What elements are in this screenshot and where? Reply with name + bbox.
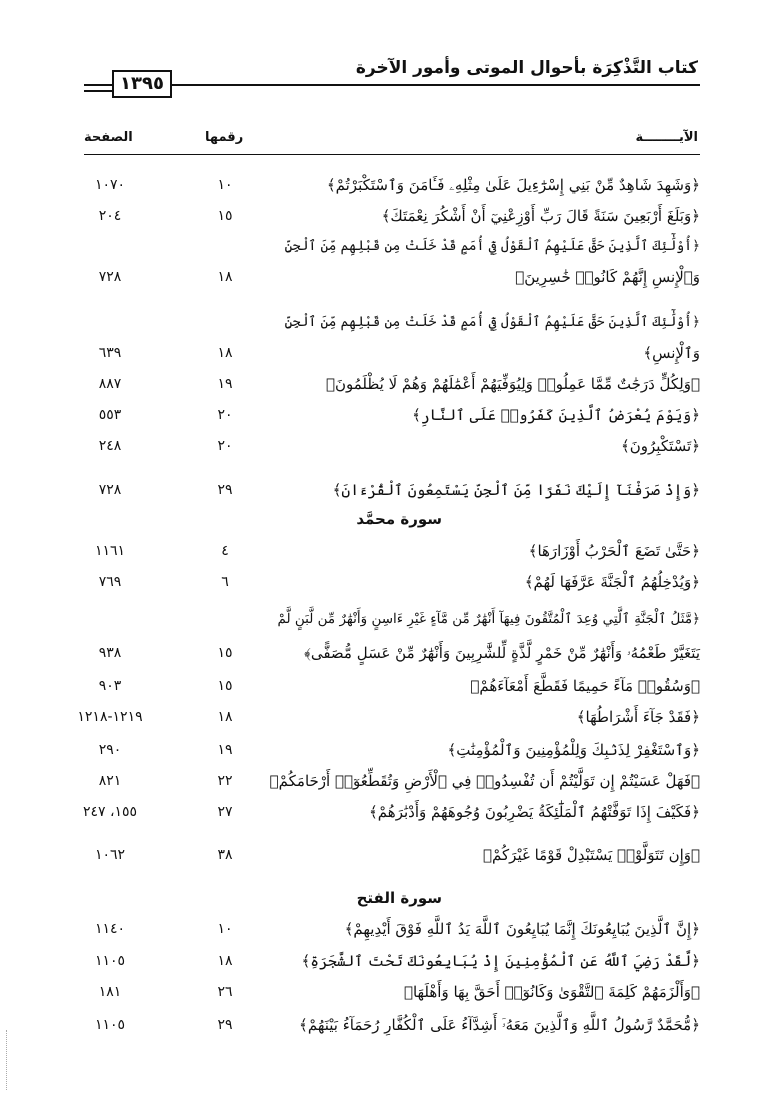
verse-number: ٤: [221, 543, 229, 559]
table-row: [0, 946, 762, 976]
table-row: [0, 475, 762, 505]
page-reference: ٢٠٤: [98, 208, 122, 224]
table-row: [0, 400, 762, 430]
verse-number: ١٥: [217, 645, 233, 661]
verse-text: وَٱلْإِنسِ﴾: [643, 344, 700, 362]
column-header-number: رقمها: [205, 130, 244, 145]
book-title: كتاب التَّذْكِرَة بأحوال الموتى وأمور الآخرة: [355, 58, 698, 78]
verse-text: ﴿حَتَّىٰ تَضَعَ ٱلْحَرْبُ أَوْزَارَهَا﴾: [528, 542, 700, 560]
verse-number: ١٨: [217, 269, 233, 285]
verse-number: ١٩: [217, 742, 233, 758]
table-row: [0, 840, 762, 870]
verse-number: ٢٠: [217, 407, 233, 423]
verse-number: ٢٧: [217, 804, 233, 820]
verse-text: ﴿وَيَوْمَ يُعْرَضُ ٱلَّذِينَ كَفَرُوا۟ عَلَى ٱلنَّارِ﴾: [412, 406, 700, 424]
page-reference: ١٠٦٢: [94, 847, 126, 863]
page-reference: ٧٦٩: [98, 574, 122, 590]
table-row: [0, 1010, 762, 1040]
verse-text: ﴿وَسُقُوا۟ مَآءً حَمِيمًا فَقَطَّعَ أَمْعَآءَهُمْ﴾: [470, 677, 700, 695]
table-row: [0, 307, 762, 337]
verse-text: ﴿وَشَهِدَ شَاهِدٌ مِّنْ بَنِي إِسْرَٰٓءِيلَ عَلَىٰ مِثْلِهِۦ فَـَٔامَنَ وَٱسْتَكْبَرْتُمْ﴾: [326, 176, 700, 194]
verse-number: ١٨: [217, 345, 233, 361]
verse-number: ١٠: [217, 177, 233, 193]
page-reference: ١٢١٩-١٢١٨: [77, 709, 143, 725]
scan-edge-marks: [6, 1030, 13, 1090]
table-row: [0, 766, 762, 796]
verse-text: ﴿وَأَلْزَمَهُمْ كَلِمَةَ ٱلتَّقْوَىٰ وَكَانُوٓا۟ أَحَقَّ بِهَا وَأَهْلَهَا﴾: [403, 983, 700, 1001]
page-reference: ٨٨٧: [98, 376, 122, 392]
header-rule-left: [84, 84, 114, 86]
table-row: [0, 671, 762, 701]
page-reference: ١١٤٠: [94, 921, 126, 937]
verse-text: يَتَغَيَّرْ طَعْمُهُۥ وَأَنْهَٰرٌ مِّنْ خَمْرٍ لَّذَّةٍ لِّلشَّٰرِبِينَ وَأَنْهَٰرٌ مِّنْ عَسَلٍ مُّصَفًّى﴾: [304, 644, 700, 662]
verse-number: ١٨: [217, 953, 233, 969]
verse-number: ٢٠: [217, 438, 233, 454]
page-reference: ٧٢٨: [98, 269, 122, 285]
table-row: [0, 735, 762, 765]
verse-number: ٢٦: [217, 984, 233, 1000]
page-reference: ١٥٥، ٢٤٧: [82, 804, 138, 820]
table-row: [0, 231, 762, 261]
table-row: [0, 170, 762, 200]
page-reference: ١١٠٥: [94, 953, 126, 969]
verse-text: ﴿فَقَدْ جَآءَ أَشْرَاطُهَا﴾: [576, 708, 700, 726]
verse-text: ﴿فَهَلْ عَسَيْتُمْ إِن تَوَلَّيْتُمْ أَن تُفْسِدُوا۟ فِي ٱلْأَرْضِ وَتُقَطِّعُوٓا۟ أَرْحَامَكُمْ﴾: [269, 772, 700, 790]
verse-number: ١٨: [217, 709, 233, 725]
verse-text: ﴿أُوْلَٰٓئِكَ ٱلَّذِينَ حَقَّ عَلَيْهِمُ ٱلْقَوْلُ فِيٓ أُمَمٍ قَدْ خَلَتْ مِن قَبْلِهِم مِّنَ ٱلْجِنِّ: [284, 314, 700, 330]
table-row: [0, 977, 762, 1007]
column-header-page: الصفحة: [84, 130, 133, 145]
verse-text: ﴿وَٱسْتَغْفِرْ لِذَنۢبِكَ وَلِلْمُؤْمِنِينَ وَٱلْمُؤْمِنَٰتِ﴾: [447, 741, 700, 759]
verse-text: وَٱلْإِنسِ إِنَّهُمْ كَانُوا۟ خَٰسِرِينَ﴾: [515, 268, 700, 286]
page-reference: ١٠٧٠: [94, 177, 126, 193]
header-rule-left-2: [84, 90, 114, 92]
verse-number: ٦: [221, 574, 229, 590]
table-row: [0, 567, 762, 597]
page-reference: ٩٣٨: [98, 645, 122, 661]
page-reference: ١١٦١: [94, 543, 126, 559]
surah-heading: سورة محمَّد: [356, 510, 442, 528]
table-row: [0, 914, 762, 944]
verse-number: ٢٩: [217, 1017, 233, 1033]
table-row: [0, 536, 762, 566]
table-row: [0, 338, 762, 368]
header-rule: [92, 84, 700, 86]
table-row: [0, 262, 762, 292]
surah-heading: سورة الفتح: [356, 889, 442, 907]
verse-number: ١٠: [217, 921, 233, 937]
page-reference: ٢٩٠: [98, 742, 122, 758]
page-reference: ٦٣٩: [98, 345, 122, 361]
table-row: [0, 604, 762, 634]
verse-number: ٢٢: [217, 773, 233, 789]
page-reference: ١٨١: [98, 984, 122, 1000]
verse-text: ﴿وَإِن تَتَوَلَّوْا۟ يَسْتَبْدِلْ قَوْمًا غَيْرَكُمْ﴾: [483, 846, 700, 864]
page-reference: ١١٠٥: [94, 1017, 126, 1033]
page-reference: ٢٤٨: [98, 438, 122, 454]
verse-text: ﴿مَّثَلُ ٱلْجَنَّةِ ٱلَّتِي وُعِدَ ٱلْمُتَّقُونَ فِيهَآ أَنْهَٰرٌ مِّن مَّآءٍ غَيْرِ ءَاسِنٍ وَأَنْهَٰرٌ مِّن لَّبَنٍ لَّمْ: [277, 611, 700, 627]
page-number: ١٣٩٥: [112, 70, 172, 98]
verse-text: ﴿لَّقَدْ رَضِيَ ٱللَّهُ عَنِ ٱلْمُؤْمِنِينَ إِذْ يُبَايِعُونَكَ تَحْتَ ٱلشَّجَرَةِ﴾: [301, 952, 700, 970]
verse-text: ﴿وَإِذْ صَرَفْنَآ إِلَيْكَ نَفَرًا مِّنَ ٱلْجِنِّ يَسْتَمِعُونَ ٱلْقُرْءَانَ﴾: [332, 481, 700, 499]
table-row: [0, 702, 762, 732]
table-row: [0, 369, 762, 399]
verse-text: ﴿تَسْتَكْبِرُونَ﴾: [620, 437, 700, 455]
column-header-rule: [84, 154, 700, 155]
table-row: [0, 638, 762, 668]
verse-text: ﴿وَيُدْخِلُهُمُ ٱلْجَنَّةَ عَرَّفَهَا لَهُمْ﴾: [524, 573, 700, 591]
table-row: [0, 797, 762, 827]
verse-text: ﴿إِنَّ ٱلَّذِينَ يُبَايِعُونَكَ إِنَّمَا يُبَايِعُونَ ٱللَّهَ يَدُ ٱللَّهِ فَوْقَ أَيْدِيهِمْ﴾: [344, 920, 700, 938]
page-reference: ٧٢٨: [98, 482, 122, 498]
page-reference: ٨٢١: [98, 773, 122, 789]
column-header-verse: الآيــــــــة: [635, 130, 698, 145]
table-row: [0, 201, 762, 231]
verse-number: ٢٩: [217, 482, 233, 498]
page-reference: ٩٠٣: [98, 678, 122, 694]
verse-text: ﴿مُّحَمَّدٌ رَّسُولُ ٱللَّهِ وَٱلَّذِينَ مَعَهُۥٓ أَشِدَّآءُ عَلَى ٱلْكُفَّارِ رُحَمَآءُ بَيْنَهُمْ﴾: [299, 1016, 700, 1034]
verse-number: ١٥: [217, 678, 233, 694]
verse-text: ﴿فَكَيْفَ إِذَا تَوَفَّتْهُمُ ٱلْمَلَٰٓئِكَةُ يَضْرِبُونَ وُجُوهَهُمْ وَأَدْبَٰرَهُمْ﴾: [369, 803, 700, 821]
verse-number: ١٥: [217, 208, 233, 224]
verse-text: ﴿وَبَلَغَ أَرْبَعِينَ سَنَةً قَالَ رَبِّ أَوْزِعْنِيٓ أَنْ أَشْكُرَ نِعْمَتَكَ﴾: [381, 207, 700, 225]
verse-number: ٣٨: [217, 847, 233, 863]
page-reference: ٥٥٣: [98, 407, 122, 423]
table-row: [0, 431, 762, 461]
verse-number: ١٩: [217, 376, 233, 392]
verse-text: ﴿وَلِكُلٍّ دَرَجَٰتٌ مِّمَّا عَمِلُوا۟ وَلِيُوَفِّيَهُمْ أَعْمَٰلَهُمْ وَهُمْ لَا يُظْلَمُونَ﴾: [325, 375, 700, 393]
verse-text: ﴿أُوْلَٰٓئِكَ ٱلَّذِينَ حَقَّ عَلَيْهِمُ ٱلْقَوْلُ فِيٓ أُمَمٍ قَدْ خَلَتْ مِن قَبْلِهِم مِّنَ ٱلْجِنِّ: [284, 238, 700, 254]
